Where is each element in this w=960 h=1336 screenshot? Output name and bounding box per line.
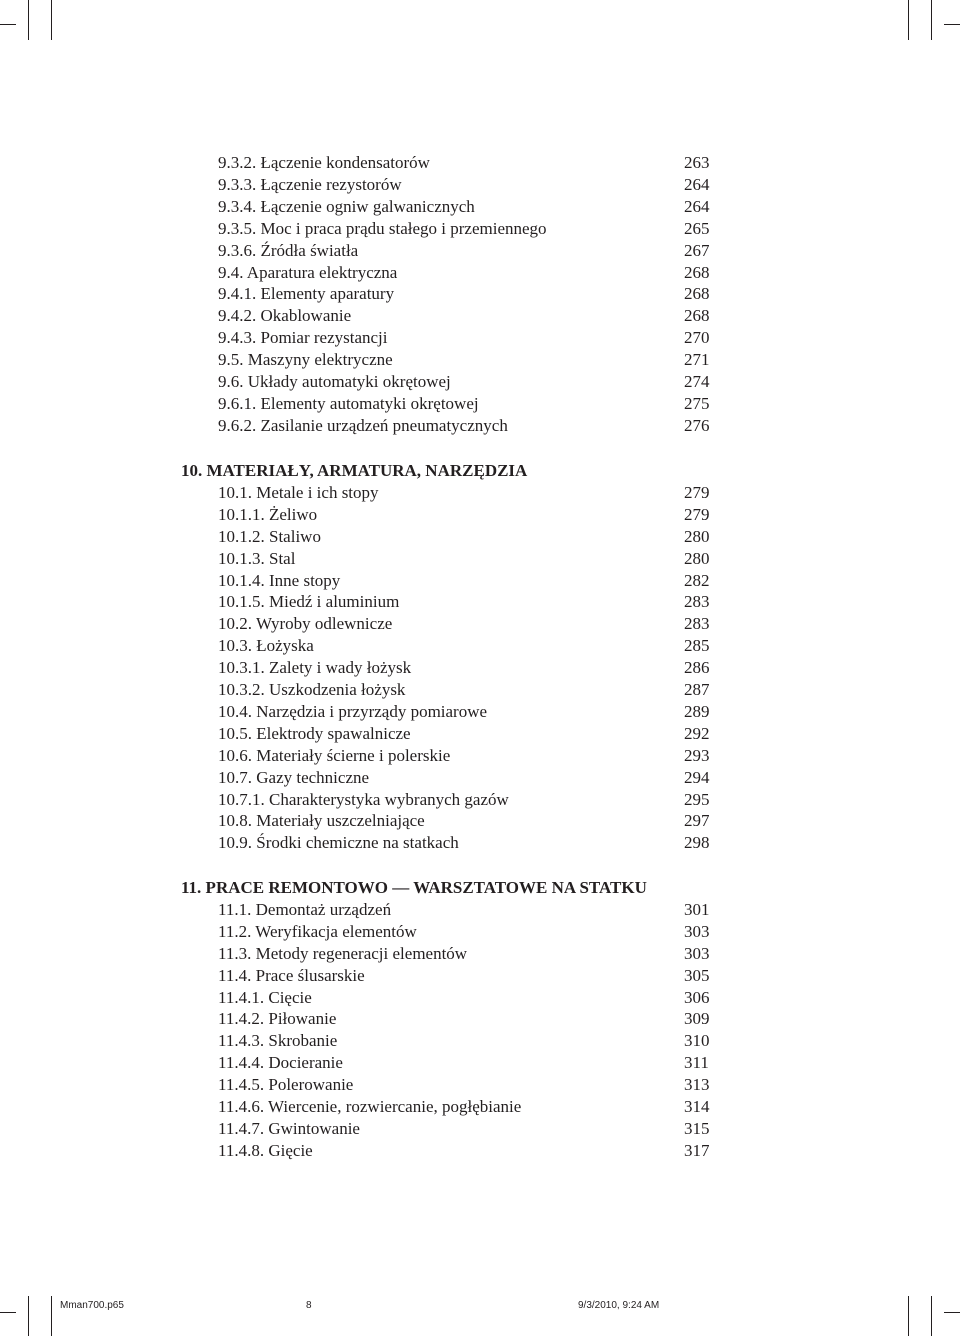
- toc-entry-page: 271: [684, 350, 710, 370]
- toc-entry-title: 10.1.3. Stal: [218, 548, 296, 568]
- toc-entry-title: 11.4.2. Piłowanie: [218, 1009, 337, 1029]
- toc-entry: [218, 832, 718, 854]
- toc-entry-title: 9.5. Maszyny elektryczne: [218, 350, 393, 370]
- chapter-heading: 11. PRACE REMONTOWO — WARSZTATOWE NA STATKU: [181, 878, 647, 897]
- toc-entry: [218, 635, 718, 657]
- toc-entry-title: 9.3.4. Łączenie ogniw galwanicznych: [218, 196, 475, 216]
- toc-entry: [218, 987, 718, 1009]
- toc-entry-page: 298: [684, 833, 710, 853]
- toc-entry: [218, 679, 718, 701]
- toc-entry: [218, 810, 718, 832]
- toc-entry-title: 9.6.1. Elementy automatyki okrętowej: [218, 393, 479, 413]
- toc-entry: [218, 196, 718, 218]
- toc-entry-page: 289: [684, 701, 710, 721]
- toc-entry-page: 282: [684, 570, 710, 590]
- toc-entry-title: 11.4.5. Polerowanie: [218, 1075, 354, 1095]
- toc-entry-title: 11.4.3. Skrobanie: [218, 1031, 338, 1051]
- toc-entry-page: 301: [684, 899, 710, 919]
- toc-entry-title: 9.4.3. Pomiar rezystancji: [218, 328, 388, 348]
- toc-entry: [218, 262, 718, 284]
- toc-entry: [218, 767, 718, 789]
- toc-entry-title: 10.8. Materiały uszczelniające: [218, 811, 425, 831]
- toc-entry-page: 286: [684, 658, 710, 678]
- toc-entry-page: 276: [684, 415, 710, 435]
- toc-entry-title: 10.3. Łożyska: [218, 636, 314, 656]
- toc-entry: [218, 526, 718, 548]
- toc-entry-page: 293: [684, 745, 710, 765]
- toc-entry: [218, 789, 718, 811]
- toc-entry-title: 10.3.1. Zalety i wady łożysk: [218, 658, 412, 678]
- toc-entry-title: 10.4. Narzędzia i przyrządy pomiarowe: [218, 701, 488, 721]
- toc-entry-page: 279: [684, 482, 710, 502]
- toc-entry-page: 315: [684, 1118, 710, 1138]
- toc-entry-title: 9.6. Układy automatyki okrętowej: [218, 372, 451, 391]
- toc-entry-page: 268: [684, 262, 710, 282]
- toc-entry-title: 10.2. Wyroby odlewnicze: [218, 614, 393, 634]
- toc-entry: [218, 305, 718, 327]
- toc-entry-page: 268: [684, 306, 710, 326]
- toc-entry-page: 294: [684, 767, 710, 787]
- toc-entry-page: 295: [684, 789, 710, 809]
- toc-entry-page: 292: [684, 723, 710, 743]
- toc-entry: [218, 327, 718, 349]
- toc-entry-title: 10.1.2. Staliwo: [218, 526, 321, 546]
- toc-entry: [218, 899, 718, 921]
- toc-entry-title: 10.7.1. Charakterystyka wybranych gazów: [218, 789, 509, 809]
- footer-timestamp: 9/3/2010, 9:24 AM: [578, 1300, 660, 1311]
- toc-entry-page: 275: [684, 393, 710, 413]
- toc-entry: [218, 1118, 718, 1140]
- toc-entry-page: 264: [684, 196, 710, 216]
- toc-entry: [218, 371, 718, 393]
- toc-entry: [218, 570, 718, 592]
- toc-entry: [218, 943, 718, 965]
- toc-entry-title: 11.4.8. Gięcie: [218, 1140, 313, 1160]
- toc-entry-page: 309: [684, 1009, 710, 1029]
- toc-entry-title: 10.7. Gazy techniczne: [218, 767, 370, 787]
- toc-entry: [218, 1008, 718, 1030]
- toc-entry: [218, 152, 718, 174]
- toc-entry-title: 11.4.7. Gwintowanie: [218, 1118, 360, 1138]
- toc-entry-title: 9.6.2. Zasilanie urządzeń pneumatycznych: [218, 415, 508, 435]
- toc-entry: [218, 504, 718, 526]
- toc-entry-title: 9.4. Aparatura elektryczna: [218, 262, 398, 282]
- toc-entry-page: 280: [684, 548, 710, 568]
- toc-entry-page: 263: [684, 153, 710, 172]
- toc-entry-page: 268: [684, 284, 710, 304]
- toc-entry-page: 283: [684, 614, 710, 634]
- toc-entry: [218, 657, 718, 679]
- footer-page: 8: [306, 1300, 312, 1311]
- toc-entry-title: 11.4. Prace ślusarskie: [218, 965, 365, 985]
- toc-entry: [218, 174, 718, 196]
- toc-entry-title: 10.1.4. Inne stopy: [218, 570, 341, 590]
- toc-entry-page: 280: [684, 526, 710, 546]
- toc-entry-page: 264: [684, 174, 710, 194]
- toc-entry-page: 285: [684, 636, 710, 656]
- toc-entry-page: 311: [684, 1053, 709, 1073]
- toc-entry-title: 11.4.4. Docieranie: [218, 1053, 343, 1073]
- toc-entry-title: 10.5. Elektrody spawalnicze: [218, 723, 411, 743]
- toc-entry: [218, 921, 718, 943]
- toc-entry-page: 265: [684, 218, 710, 238]
- toc-entry: [218, 393, 718, 415]
- toc-entry-title: 11.3. Metody regeneracji elementów: [218, 943, 468, 963]
- toc-entry: [218, 965, 718, 987]
- toc-entry: [218, 240, 718, 262]
- toc-entry-page: 306: [684, 987, 710, 1007]
- toc-entry-page: 310: [684, 1031, 710, 1051]
- toc-entry-title: 11.1. Demontaż urządzeń: [218, 899, 392, 919]
- toc-entry-page: 274: [684, 372, 710, 391]
- toc-entry: [218, 613, 718, 635]
- toc-entry-title: 9.4.2. Okablowanie: [218, 306, 352, 326]
- toc-entry-page: 317: [684, 1140, 710, 1160]
- toc-entry: [218, 591, 718, 613]
- toc-entry-title: 10.1. Metale i ich stopy: [218, 482, 379, 502]
- toc-entry-title: 11.4.1. Cięcie: [218, 987, 312, 1007]
- toc-entry-page: 313: [684, 1075, 710, 1095]
- toc-entry: [218, 548, 718, 570]
- footer-file: Mman700.p65: [60, 1300, 124, 1311]
- toc-entry-title: 9.3.3. Łączenie rezystorów: [218, 174, 402, 194]
- toc-entry-page: 283: [684, 592, 710, 612]
- toc-entry-title: 10.1.5. Miedź i aluminium: [218, 592, 400, 612]
- toc-entry-title: 9.4.1. Elementy aparatury: [218, 284, 395, 304]
- toc-entry-page: 297: [684, 811, 710, 831]
- toc-entry-title: 9.3.2. Łączenie kondensatorów: [218, 153, 430, 172]
- toc-entry: [218, 415, 718, 437]
- toc-entry-title: 10.1.1. Żeliwo: [218, 504, 318, 524]
- toc-entry: [218, 701, 718, 723]
- toc-entry-page: 314: [684, 1097, 710, 1116]
- toc-entry-title: 10.3.2. Uszkodzenia łożysk: [218, 680, 406, 699]
- chapter-heading: 10. MATERIAŁY, ARMATURA, NARZĘDZIA: [181, 461, 528, 480]
- toc-entry-page: 303: [684, 943, 710, 963]
- toc-entry-title: 11.4.6. Wiercenie, rozwiercanie, pogłębianie: [218, 1097, 522, 1116]
- toc-entry-title: 10.6. Materiały ścierne i polerskie: [218, 745, 451, 765]
- toc-entry-page: 279: [684, 504, 710, 524]
- toc-entry: [218, 482, 718, 504]
- toc-entry: [218, 745, 718, 767]
- toc-entry: [218, 1030, 718, 1052]
- toc-entry-page: 305: [684, 965, 710, 985]
- toc-entry-page: 287: [684, 680, 710, 699]
- toc-entry: [218, 218, 718, 240]
- toc-entry: [218, 1074, 718, 1096]
- toc-entry-title: 10.9. Środki chemiczne na statkach: [218, 833, 459, 853]
- toc-entry: [218, 349, 718, 371]
- toc-entry-title: 11.2. Weryfikacja elementów: [218, 921, 417, 941]
- toc-entry-title: 9.3.5. Moc i praca prądu stałego i przemiennego: [218, 218, 547, 238]
- toc-entry: [218, 1096, 718, 1118]
- toc-entry-page: 267: [684, 240, 710, 260]
- toc-entry-page: 303: [684, 921, 710, 941]
- toc-entry: [218, 1052, 718, 1074]
- toc-entry: [218, 1140, 718, 1162]
- toc-entry: [218, 723, 718, 745]
- toc-entry-title: 9.3.6. Źródła światła: [218, 240, 359, 260]
- toc-entry-page: 270: [684, 328, 710, 348]
- toc-entry: [218, 283, 718, 305]
